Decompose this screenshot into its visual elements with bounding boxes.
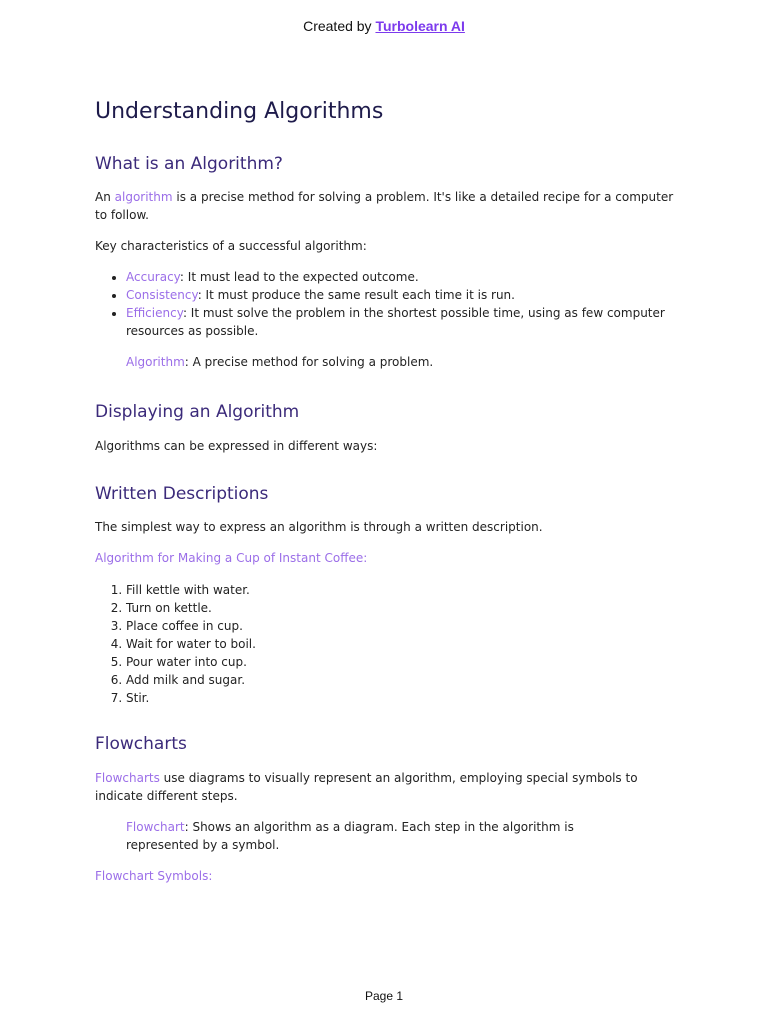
displaying-text: Algorithms can be expressed in different ways: xyxy=(95,439,378,453)
characteristics-list xyxy=(95,268,675,340)
document-content xyxy=(95,96,675,885)
page-header xyxy=(0,18,768,34)
list-item: 4. Wait for water to boil. xyxy=(126,635,675,653)
written-text: The simplest way to express an algorithm is through a written description. xyxy=(95,520,543,534)
list-item: 5. Pour water into cup. xyxy=(126,653,675,671)
keyword-algorithm: algorithm xyxy=(114,190,173,204)
section-heading-written: Written Descriptions xyxy=(95,484,269,504)
list-item: • Efficiency: It must solve the problem in the shortest possible time, using as few computer resources as possible. xyxy=(126,304,675,340)
definition-flowchart: Flowchart: Shows an algorithm as a diagram. Each step in the algorithm is represented by a symbol. xyxy=(126,820,574,852)
list-item: 2. Turn on kettle. xyxy=(126,599,675,617)
page-title: Understanding Algorithms xyxy=(95,99,384,124)
section-heading-flowcharts: Flowcharts xyxy=(95,734,187,754)
page-number: Page 1 xyxy=(364,989,404,1003)
list-item: 3. Place coffee in cup. xyxy=(126,617,675,635)
turbolearn-link[interactable]: Turbolearn AI xyxy=(375,18,465,34)
header-prefix: Created by xyxy=(303,18,376,34)
definition-algorithm: Algorithm: A precise method for solving a problem. xyxy=(126,355,434,369)
flowcharts-intro: Flowcharts use diagrams to visually represent an algorithm, employing special symbols to indicate different steps. xyxy=(95,771,638,803)
flowchart-symbols-heading: Flowchart Symbols: xyxy=(95,869,213,883)
section-heading-what-is: What is an Algorithm? xyxy=(95,154,283,174)
list-item: 1. Fill kettle with water. xyxy=(126,581,675,599)
coffee-algorithm-heading: Algorithm for Making a Cup of Instant Coffee: xyxy=(95,551,368,565)
coffee-steps-list xyxy=(95,581,675,707)
list-item: 7. Stir. xyxy=(126,689,675,707)
key-characteristics-text: Key characteristics of a successful algorithm: xyxy=(95,239,367,253)
section-heading-displaying: Displaying an Algorithm xyxy=(95,402,300,422)
list-item: • Consistency: It must produce the same result each time it is run. xyxy=(126,286,675,304)
intro-paragraph: An algorithm is a precise method for solving a problem. It's like a detailed recipe for a computer to follow. xyxy=(95,190,674,222)
list-item: 6. Add milk and sugar. xyxy=(126,671,675,689)
list-item: • Accuracy: It must lead to the expected outcome. xyxy=(126,268,675,286)
